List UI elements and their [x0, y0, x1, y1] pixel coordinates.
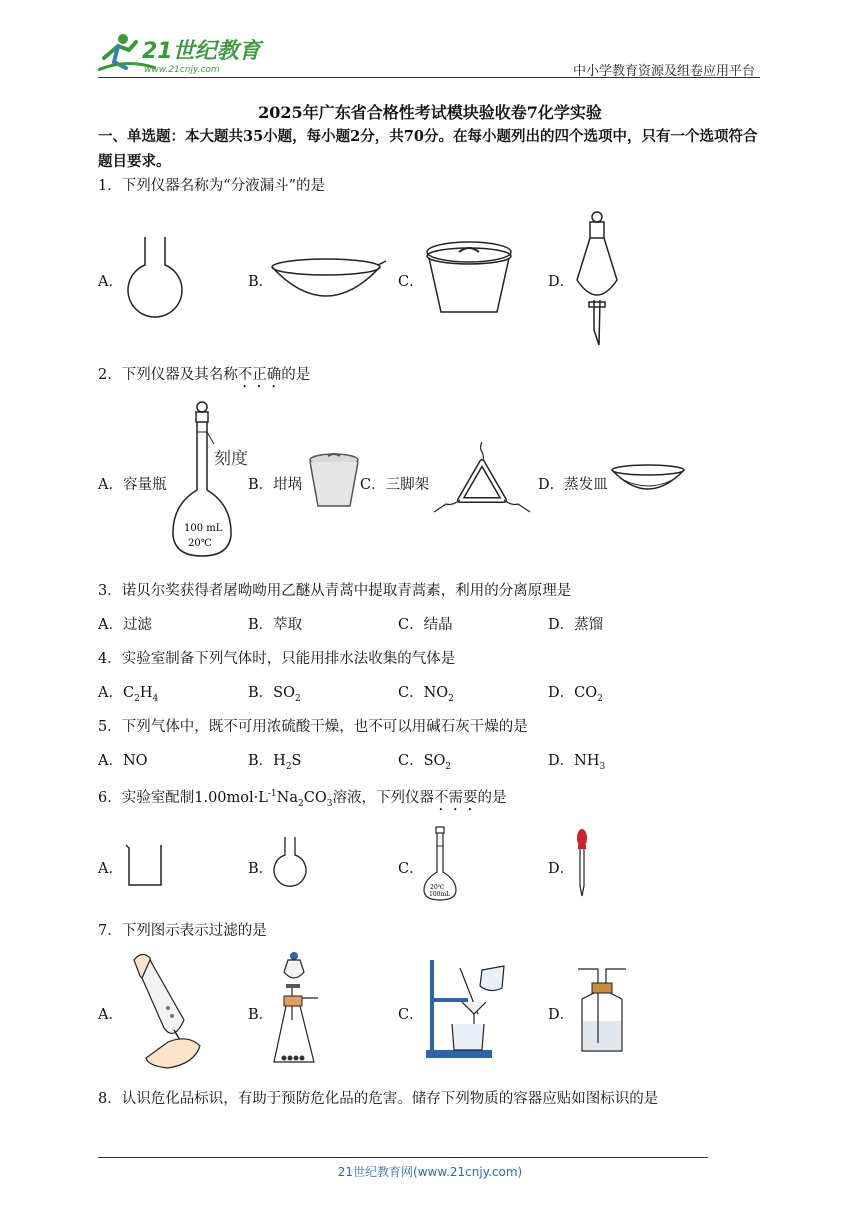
formula-part: D．CO	[548, 685, 598, 701]
question-number: 5．	[98, 719, 122, 735]
crucible-photo-icon	[306, 450, 362, 510]
q1-option-b[interactable]: B．	[248, 274, 274, 290]
q1-option-a[interactable]: A．	[98, 274, 123, 290]
q3-option-a[interactable]: A．过滤	[98, 617, 152, 633]
question-4	[98, 647, 455, 668]
formula-part: C．SO	[398, 753, 446, 769]
evaporating-dish-small-icon	[610, 464, 690, 494]
q5-option-b[interactable]	[248, 749, 301, 772]
beaker-icon	[124, 843, 164, 887]
question-text: 实验室配制1.00mol·L	[121, 790, 268, 806]
question-number: 1．	[98, 178, 122, 194]
subscript: 2	[285, 761, 292, 772]
q7-option-c[interactable]: C．	[398, 1007, 424, 1023]
q3-option-d[interactable]: D．蒸馏	[548, 617, 604, 633]
subscript: 2	[134, 693, 140, 704]
header-divider	[98, 77, 760, 78]
footer-link[interactable]: 21世纪教育网(www.21cnjy.com)	[337, 1165, 523, 1179]
q7-option-d[interactable]: D．	[548, 1007, 575, 1023]
q6-option-a[interactable]: A．	[98, 861, 123, 877]
flask-volume-label: 100mL	[429, 891, 451, 898]
formula-part: H	[139, 685, 153, 701]
subscript: 2	[445, 761, 452, 772]
formula-part: B．SO	[248, 685, 295, 701]
subscript: 2	[448, 693, 454, 704]
q3-option-b[interactable]: B．萃取	[248, 617, 303, 633]
formula-part: CO	[303, 790, 327, 806]
platform-name: 中小学教育资源及组卷应用平台	[572, 64, 755, 79]
q2-option-a[interactable]: A．容量瓶	[98, 477, 167, 493]
footer-divider	[98, 1157, 708, 1158]
question-number: 8．	[98, 1091, 122, 1107]
section-heading: 一、单选题：本大题共35小题，每小题2分，共70分。在每小题列出的四个选项中，只有一个选项符合题目要求。	[98, 128, 758, 170]
formula-part: A．NO	[98, 753, 148, 769]
subscript: 2	[294, 693, 301, 704]
formula-part: Na	[276, 790, 298, 806]
filtration-setup-icon	[424, 958, 508, 1062]
question-text: 下列仪器及其名称	[121, 367, 238, 383]
subscript: 2	[597, 693, 603, 704]
q5-option-a[interactable]	[98, 749, 148, 770]
question-number: 6．	[98, 790, 122, 806]
q6-option-d[interactable]: D．	[548, 861, 575, 877]
dropper-icon	[575, 828, 591, 898]
subscript: 3	[326, 798, 333, 809]
q5-option-c[interactable]	[398, 749, 451, 772]
question-3	[98, 579, 571, 600]
subscript: 3	[599, 761, 606, 772]
emphasis-text: 不正确	[237, 367, 282, 383]
q1-option-d[interactable]: D．	[548, 274, 575, 290]
flask-temp-label: 20℃	[188, 538, 212, 549]
question-1	[98, 174, 325, 195]
question-text: 实验室制备下列气体时，只能用排水法收集的气体是	[121, 651, 456, 667]
page-title: 2025年广东省合格性考试模块验收卷7化学实验	[258, 103, 602, 122]
formula-part: B．H	[248, 753, 286, 769]
superscript: -1	[267, 789, 277, 800]
tripod-triangle-icon	[432, 440, 532, 525]
question-number: 2．	[98, 367, 122, 383]
volumetric-flask-icon	[170, 400, 240, 560]
flask-temp-label: 20℃	[430, 884, 445, 891]
q7-option-b[interactable]: B．	[248, 1007, 274, 1023]
q6-option-b[interactable]: B．	[248, 861, 274, 877]
crucible-icon	[425, 238, 515, 318]
dropping-funnel-flask-icon	[270, 950, 326, 1070]
question-number: 3．	[98, 583, 122, 599]
question-text: 溶液，下列仪器	[332, 790, 434, 806]
question-number: 4．	[98, 651, 122, 667]
subscript: 2	[298, 798, 304, 809]
q4-option-a[interactable]	[98, 681, 158, 704]
flask-volume-label: 100 mL	[184, 523, 223, 534]
gas-washing-bottle-icon	[572, 965, 632, 1053]
question-6	[98, 786, 506, 814]
question-text-end: 的是	[281, 367, 311, 383]
question-5	[98, 715, 528, 736]
round-bottom-flask-icon	[120, 235, 190, 320]
question-text: 诺贝尔奖获得者屠呦呦用乙醚从青蒿中提取青蒿素，利用的分离原理是	[121, 583, 572, 599]
q6-option-c[interactable]: C．	[398, 861, 424, 877]
question-8	[98, 1087, 658, 1108]
question-2	[98, 363, 310, 391]
subscript: 4	[152, 693, 159, 704]
question-text: 下列气体中，既不可用浓硫酸干燥，也不可以用碱石灰干燥的是	[121, 719, 528, 735]
formula-part: C．NO	[398, 685, 449, 701]
question-7	[98, 919, 267, 940]
q4-option-d[interactable]	[548, 681, 603, 704]
logo-url: www.21cnjy.com	[144, 65, 220, 75]
evaporating-dish-icon	[270, 255, 390, 305]
logo	[96, 28, 266, 76]
formula-part: A．C	[98, 685, 135, 701]
question-text: 下列仪器名称为“分液漏斗”的是	[121, 178, 326, 194]
q5-option-d[interactable]	[548, 749, 605, 772]
formula-part: S	[291, 753, 302, 769]
separatory-funnel-icon	[575, 210, 625, 350]
q4-option-c[interactable]	[398, 681, 454, 704]
volumetric-flask-small-icon	[422, 826, 458, 904]
question-text-end: 的是	[477, 790, 507, 806]
question-text: 下列图示表示过滤的是	[121, 923, 267, 939]
q1-option-c[interactable]: C．	[398, 274, 424, 290]
formula-part: D．NH	[548, 753, 600, 769]
logo-text: 21世纪教育	[142, 39, 261, 64]
round-flask-small-icon	[272, 835, 308, 891]
runner-logo-icon	[96, 28, 266, 76]
q2-option-c[interactable]: C．三脚架	[360, 477, 430, 493]
q2-option-d[interactable]: D．蒸发皿	[538, 477, 608, 493]
q4-option-b[interactable]	[248, 681, 301, 704]
scale-label: 刻度	[214, 449, 248, 469]
q3-option-c[interactable]: C．结晶	[398, 617, 453, 633]
q7-option-a[interactable]: A．	[98, 1007, 123, 1023]
shaking-separatory-funnel-icon	[128, 950, 212, 1072]
question-text: 认识危化品标识，有助于预防危化品的危害。储存下列物质的容器应贴如图标识的是	[121, 1091, 659, 1107]
question-number: 7．	[98, 923, 122, 939]
q2-option-b[interactable]: B．坩埚	[248, 477, 303, 493]
emphasis-text: 不需要	[433, 790, 478, 806]
